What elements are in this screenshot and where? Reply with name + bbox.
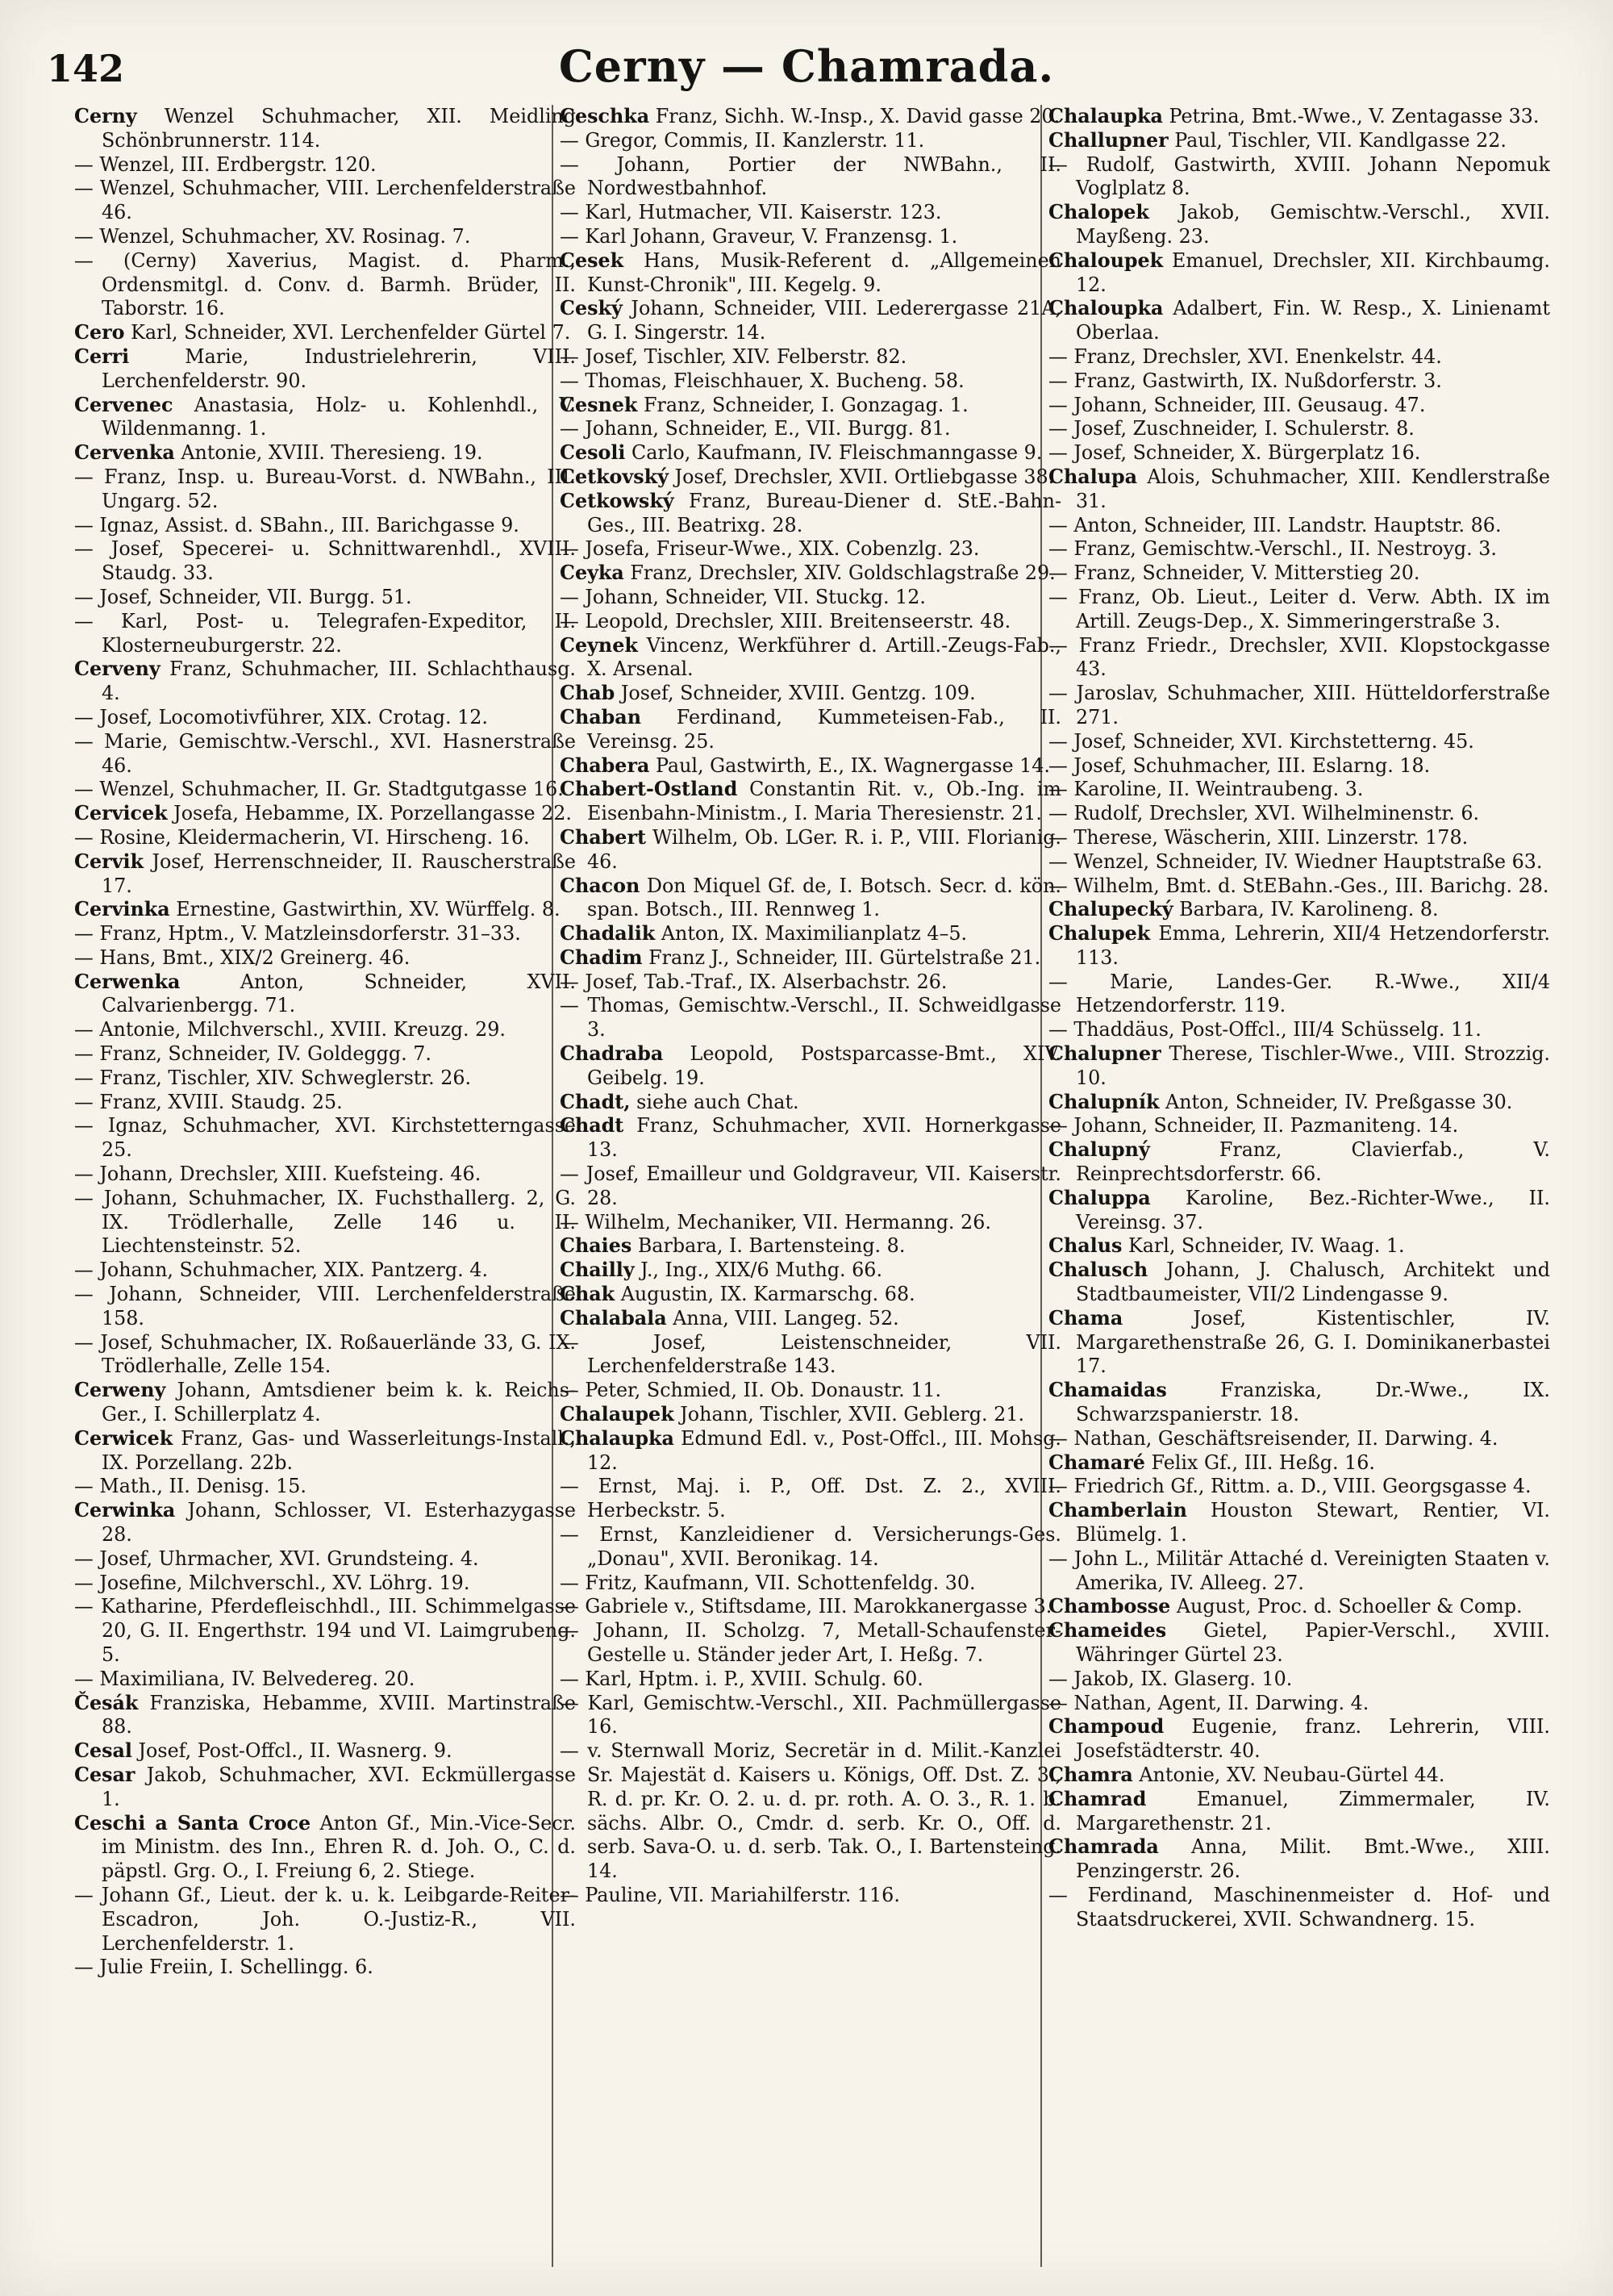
surname: Champoud — [1048, 1715, 1165, 1739]
surname: Chab — [560, 682, 615, 705]
surname: Chamra — [1048, 1763, 1133, 1786]
directory-entry: Ceschka Franz, Sichh. W.-Insp., X. David gasse 20. — [560, 105, 1061, 127]
surname: Chabera — [560, 754, 650, 777]
directory-entry: — Johann, Schuhmacher, XIX. Pantzerg. 4. — [74, 1259, 489, 1282]
directory-entry: — Johann, Schneider, III. Geusaug. 47. — [1048, 393, 1426, 416]
directory-entry: — Ignaz, Schuhmacher, XVI. Kirchstetterngasse 25. — [74, 1114, 576, 1162]
directory-entry: — Josef, Schneider, XVI. Kirchstetterng. 45. — [1048, 729, 1474, 753]
surname: Chabert-Ostland — [560, 778, 738, 801]
directory-entry: — Karoline, II. Weintraubeng. 3. — [1048, 778, 1364, 801]
page-number: 142 — [47, 47, 125, 90]
directory-entry: — Maximiliana, IV. Belvedereg. 20. — [74, 1667, 415, 1690]
surname: Chamrad — [1048, 1787, 1147, 1810]
directory-entry: — Franz, Insp. u. Bureau-Vorst. d. NWBahn., III. Ungarg. 52. — [74, 465, 576, 512]
directory-entry: Chadalik Anton, IX. Maximilianplatz 4–5. — [560, 922, 968, 946]
directory-entry: — Josef, Zuschneider, I. Schulerstr. 8. — [1048, 417, 1415, 440]
directory-entry: Cesal Josef, Post-Offcl., II. Wasnerg. 9. — [74, 1739, 452, 1763]
directory-entry: — Gregor, Commis, II. Kanzlerstr. 11. — [560, 128, 925, 152]
surname: Chalupník — [1048, 1090, 1160, 1113]
directory-entry: — Johann, II. Scholzg. 7, Metall-Schaufenster-Gestelle u. Ständer jeder Art, I. Heßg. 7. — [560, 1619, 1061, 1666]
surname: Chadalik — [560, 922, 656, 946]
directory-entry: — Johann, Schneider, VIII. Lerchenfelderstraße 158. — [74, 1283, 576, 1330]
directory-entry: — Therese, Wäscherin, XIII. Linzerstr. 178. — [1048, 825, 1469, 849]
directory-entry: Cervenka Antonie, XVIII. Theresieng. 19. — [74, 441, 483, 465]
surname: Cerri — [74, 344, 130, 368]
directory-entry: — Franz, Schneider, V. Mitterstieg 20. — [1048, 561, 1420, 585]
directory-entry: Cerri Marie, Industrielehrerin, VIII. Lerchenfelderstr. 90. — [74, 344, 576, 392]
surname: Chak — [560, 1283, 615, 1306]
directory-entry: — Jaroslav, Schuhmacher, XIII. Hütteldorferstraße 271. — [1048, 682, 1550, 728]
directory-entry: — Johann, Schneider, II. Pazmaniteng. 14. — [1048, 1114, 1459, 1138]
directory-entry: — (Cerny) Xaverius, Magist. d. Pharm., Ordensmitgl. d. Conv. d. Barmh. Brüder, II. Taborstr. 16. — [74, 248, 576, 320]
surname: Chalupa — [1048, 465, 1138, 488]
directory-entry: — Jakob, IX. Glaserg. 10. — [1048, 1667, 1293, 1690]
directory-entry: — Wenzel, Schuhmacher, VIII. Lerchenfelderstraße 46. — [74, 177, 576, 224]
directory-entry: Cerwinka Johann, Schlosser, VI. Esterhazygasse 28. — [74, 1499, 576, 1547]
directory-entry: Cervicek Josefa, Hebamme, IX. Porzellangasse 22. — [74, 802, 572, 825]
directory-entry: — Johann, Schuhmacher, IX. Fuchsthallerg. 2, G. IX. Trödlerhalle, Zelle 146 u. II. Liechtensteinstr. 52. — [74, 1186, 576, 1258]
directory-entry: Cesnek Franz, Schneider, I. Gonzagag. 1. — [560, 393, 969, 416]
surname: Chalaupka — [560, 1426, 674, 1450]
directory-entry: Cesar Jakob, Schuhmacher, XVI. Eckmüllergasse 1. — [74, 1763, 576, 1810]
directory-entry: Cervenec Anastasia, Holz- u. Kohlenhdl., V. Wildenmanng. 1. — [74, 393, 576, 440]
directory-entry: — Franz, Gemischtw.-Verschl., II. Nestroyg. 3. — [1048, 537, 1497, 561]
directory-entry: Cero Karl, Schneider, XVI. Lerchenfelder Gürtel 7. — [74, 321, 571, 344]
surname: Chambosse — [1048, 1595, 1171, 1618]
directory-entry: Challupner Paul, Tischler, VII. Kandlgasse 22. — [1048, 128, 1507, 152]
directory-entry: — Josef, Tischler, XIV. Felberstr. 82. — [560, 344, 907, 368]
directory-entry: — Josef, Locomotivführer, XIX. Crotag. 12. — [74, 705, 488, 728]
directory-entry: Chailly J., Ing., XIX/6 Muthg. 66. — [560, 1259, 883, 1282]
surname: Chaies — [560, 1234, 632, 1258]
surname: Chalupecký — [1048, 898, 1173, 921]
surname: Cervicek — [74, 802, 168, 825]
directory-entry: Chalaupek Johann, Tischler, XVII. Geblerg. 21. — [560, 1403, 1025, 1426]
directory-entry: Chamaidas Franziska, Dr.-Wwe., IX. Schwarzspanierstr. 18. — [1048, 1379, 1550, 1426]
directory-entry: Chadt, siehe auch Chat. — [560, 1090, 799, 1113]
directory-entry: Chalus Karl, Schneider, IV. Waag. 1. — [1048, 1234, 1405, 1258]
directory-entry: — Wilhelm, Bmt. d. StEBahn.-Ges., III. Barichg. 28. — [1048, 874, 1549, 897]
directory-entry: — Wenzel, III. Erdbergstr. 120. — [74, 152, 377, 176]
directory-entry: — Josef, Emailleur und Goldgraveur, VII. Kaiserstr. 28. — [560, 1163, 1061, 1209]
surname: Cero — [74, 321, 125, 344]
directory-entry: Chab Josef, Schneider, XVIII. Gentzg. 109. — [560, 682, 976, 705]
surname: Chalupek — [1048, 922, 1151, 946]
surname: Ceschka — [560, 105, 650, 127]
directory-entry: — Josef, Schuhmacher, III. Eslarng. 18. — [1048, 754, 1431, 777]
directory-entry: — Karl, Gemischtw.-Verschl., XII. Pachmüllergasse 16. — [560, 1691, 1061, 1739]
directory-entry: Cerweny Johann, Amtsdiener beim k. k. Reichs-Ger., I. Schillerplatz 4. — [74, 1379, 576, 1426]
directory-entry: — Josef, Leistenschneider, VII. Lerchenfelderstraße 143. — [560, 1330, 1061, 1378]
directory-entry: — Antonie, Milchverschl., XVIII. Kreuzg. 29. — [74, 1018, 506, 1042]
directory-entry: Chalaupka Edmund Edl. v., Post-Offcl., III. Mohsg. 12. — [560, 1426, 1061, 1474]
directory-entry: — Ernst, Kanzleidiener d. Versicherungs-Ges. „Donau", XVII. Beronikag. 14. — [560, 1523, 1061, 1570]
directory-entry: — Thaddäus, Post-Offcl., III/4 Schüsselg. 11. — [1048, 1018, 1482, 1042]
directory-entry: Chalupner Therese, Tischler-Wwe., VIII. Strozzig. 10. — [1048, 1042, 1550, 1089]
directory-entry: — Josef, Tab.-Traf., IX. Alserbachstr. 26. — [560, 970, 948, 993]
directory-entry: Chalupecký Barbara, IV. Karolineng. 8. — [1048, 898, 1439, 921]
directory-entry: Chalupný Franz, Clavierfab., V. Reinprechtsdorferstr. 66. — [1048, 1138, 1550, 1186]
directory-entry: — Rudolf, Gastwirth, XVIII. Johann Nepomuk Voglplatz 8. — [1048, 152, 1550, 200]
directory-entry: — Ignaz, Assist. d. SBahn., III. Barichgasse 9. — [74, 513, 519, 536]
directory-entry: Cetkowský Franz, Bureau-Diener d. StE.-Bahn-Ges., III. Beatrixg. 28. — [560, 489, 1061, 536]
column-3 — [1048, 105, 1550, 2275]
directory-entry: Chamrada Anna, Milit. Bmt.-Wwe., XIII. Penzingerstr. 26. — [1048, 1835, 1550, 1883]
directory-entry: — Johann, Schneider, E., VII. Burgg. 81. — [560, 417, 951, 440]
directory-entry: Cesek Hans, Musik-Referent d. „Allgemeinen Kunst-Chronik", III. Kegelg. 9. — [560, 248, 1061, 296]
directory-entry: — Karl, Hutmacher, VII. Kaiserstr. 123. — [560, 201, 942, 224]
surname: Cetkowský — [560, 489, 674, 512]
directory-entry: Chaies Barbara, I. Bartensteing. 8. — [560, 1234, 906, 1258]
directory-entry: Chalusch Johann, J. Chalusch, Architekt und Stadtbaumeister, VII/2 Lindengasse 9. — [1048, 1259, 1550, 1306]
directory-entry: Chak Augustin, IX. Karmarschg. 68. — [560, 1283, 915, 1306]
directory-entry: Chamra Antonie, XV. Neubau-Gürtel 44. — [1048, 1763, 1445, 1786]
directory-entry: — Math., II. Denisg. 15. — [74, 1475, 306, 1498]
directory-entry: — v. Sternwall Moriz, Secretär in d. Milit.-Kanzlei Sr. Majestät d. Kaisers u. Königs, Off. Dst. Z. 3., R. d. pr. Kr. O. 2. u. d. pr. roth. A. O. 3., R. 1. b. sächs. Albr. O., Cmdr. d. serb. Kr. O., Off. d. serb. Sava-O. u. d. serb. Tak. O., I. Bartensteing. 14. — [560, 1739, 1061, 1883]
surname: Ceyka — [560, 561, 624, 585]
directory-entry: — Josef, Uhrmacher, XVI. Grundsteing. 4. — [74, 1547, 479, 1570]
directory-entry: Cetkovský Josef, Drechsler, XVII. Ortliebgasse 38. — [560, 465, 1055, 488]
directory-entry: Chadt Franz, Schuhmacher, XVII. Hornerkgasse 13. — [560, 1114, 1061, 1162]
directory-entry: — John L., Militär Attaché d. Vereinigten Staaten v. Amerika, IV. Alleeg. 27. — [1048, 1547, 1550, 1594]
directory-entry: — Thomas, Gemischtw.-Verschl., II. Schweidlgasse 3. — [560, 994, 1061, 1042]
directory-entry: — Franz, Schneider, IV. Goldeggg. 7. — [74, 1042, 431, 1066]
directory-entry: Cerveny Franz, Schuhmacher, III. Schlachthausg. 4. — [74, 657, 576, 705]
directory-entry: Chamaré Felix Gf., III. Heßg. 16. — [1048, 1451, 1375, 1474]
directory-entry: — Wenzel, Schneider, IV. Wiedner Hauptstraße 63. — [1048, 850, 1543, 873]
directory-entry: — Franz, Hptm., V. Matzleinsdorferstr. 31–33. — [74, 922, 521, 946]
directory-entry: Chameides Gietel, Papier-Verschl., XVIII. Währinger Gürtel 23. — [1048, 1619, 1550, 1666]
directory-entry: — Franz, Drechsler, XVI. Enenkelstr. 44. — [1048, 344, 1442, 368]
directory-entry: — Anton, Schneider, III. Landstr. Hauptstr. 86. — [1048, 513, 1502, 536]
directory-entry: — Karl, Hptm. i. P., XVIII. Schulg. 60. — [560, 1667, 923, 1690]
surname: Chaban — [560, 705, 642, 728]
directory-entry: Ceynek Vincenz, Werkführer d. Artill.-Zeugs-Fab., X. Arsenal. — [560, 633, 1061, 681]
directory-entry: — Josef, Schneider, X. Bürgerplatz 16. — [1048, 441, 1421, 465]
directory-entry: Cerwicek Franz, Gas- und Wasserleitungs-Install., IX. Porzellang. 22b. — [74, 1426, 576, 1474]
directory-entry: — Hans, Bmt., XIX/2 Greinerg. 46. — [74, 946, 411, 969]
directory-entry: Chalopek Jakob, Gemischtw.-Verschl., XVII. Mayßeng. 23. — [1048, 201, 1550, 248]
directory-entry: Cerny Wenzel Schuhmacher, XII. Meidling Schönbrunnerstr. 114. — [74, 105, 576, 152]
directory-entry: Cerwenka Anton, Schneider, XVII. Calvarienbergg. 71. — [74, 970, 576, 1017]
surname: Cervenka — [74, 441, 175, 465]
directory-entry: Chacon Don Miquel Gf. de, I. Botsch. Secr. d. kön. span. Botsch., III. Rennweg 1. — [560, 874, 1061, 921]
directory-entry: Česák Franziska, Hebamme, XVIII. Martinstraße 88. — [74, 1691, 576, 1739]
surname: Cesar — [74, 1763, 135, 1786]
surname: Chama — [1048, 1306, 1123, 1330]
surname: Cetkovský — [560, 465, 669, 488]
surname: Ceský — [560, 297, 623, 320]
directory-entry: Chaban Ferdinand, Kummeteisen-Fab., II. Vereinsg. 25. — [560, 705, 1061, 753]
surname: Chalupný — [1048, 1138, 1150, 1162]
directory-entry: — Franz, Gastwirth, IX. Nußdorferstr. 3. — [1048, 369, 1442, 392]
directory-entry: — Josefine, Milchverschl., XV. Löhrg. 19. — [74, 1571, 470, 1594]
directory-entry: — Leopold, Drechsler, XIII. Breitenseerstr. 48. — [560, 609, 1011, 632]
directory-entry: — Fritz, Kaufmann, VII. Schottenfeldg. 30. — [560, 1571, 976, 1594]
directory-entry: — Josef, Schuhmacher, IX. Roßauerlände 33, G. IX. Trödlerhalle, Zelle 154. — [74, 1330, 576, 1378]
directory-entry: Chaloupek Emanuel, Drechsler, XII. Kirchbaumg. 12. — [1048, 248, 1550, 296]
directory-entry: Chamberlain Houston Stewart, Rentier, VI. Blümelg. 1. — [1048, 1499, 1550, 1547]
surname: Chailly — [560, 1259, 635, 1282]
surname: Ceschi a Santa Croce — [74, 1811, 311, 1835]
directory-entry: — Rudolf, Drechsler, XVI. Wilhelminenstr. 6. — [1048, 802, 1480, 825]
directory-entry: — Friedrich Gf., Rittm. a. D., VIII. Georgsgasse 4. — [1048, 1475, 1532, 1498]
directory-entry: Chambosse August, Proc. d. Schoeller & Comp. — [1048, 1595, 1523, 1618]
directory-entry: — Marie, Gemischtw.-Verschl., XVI. Hasnerstraße 46. — [74, 729, 576, 777]
directory-entry: Cervik Josef, Herrenschneider, II. Rauscherstraße 17. — [74, 850, 576, 897]
directory-entry: Ceschi a Santa Croce Anton Gf., Min.-Vice-Secr. im Ministm. des Inn., Ehren R. d. Joh. O., C. d. päpstl. Grg. O., I. Freiung 6, 2. Stiege. — [74, 1811, 576, 1883]
surname: Chalaupka — [1048, 105, 1163, 127]
surname: Chaluppa — [1048, 1186, 1151, 1209]
surname: Cerwenka — [74, 970, 181, 993]
surname: Cesnek — [560, 393, 638, 416]
surname: Chalusch — [1048, 1259, 1148, 1282]
directory-entry: — Pauline, VII. Mariahilferstr. 116. — [560, 1883, 900, 1906]
directory-entry: — Marie, Landes-Ger. R.-Wwe., XII/4 Hetzendorferstr. 119. — [1048, 970, 1550, 1017]
directory-entry: — Thomas, Fleischhauer, X. Bucheng. 58. — [560, 369, 965, 392]
directory-entry: — Josef, Schneider, VII. Burgg. 51. — [74, 585, 412, 608]
surname: Chamrada — [1048, 1835, 1159, 1859]
directory-entry: Ceský Johann, Schneider, VIII. Lederergasse 21A, G. I. Singerstr. 14. — [560, 297, 1061, 344]
directory-entry: — Karl, Post- u. Telegrafen-Expeditor, II. Klosterneuburgerstr. 22. — [74, 609, 576, 657]
directory-entry: Chalupa Alois, Schuhmacher, XIII. Kendlerstraße 31. — [1048, 465, 1550, 512]
directory-entry: Chaloupka Adalbert, Fin. W. Resp., X. Linienamt Oberlaa. — [1048, 297, 1550, 344]
directory-entry: Chabert-Ostland Constantin Rit. v., Ob.-Ing. im Eisenbahn-Ministm., I. Maria Theresienstr. 21. — [560, 778, 1061, 825]
surname: Cerwicek — [74, 1426, 173, 1450]
directory-entry: Chadim Franz J., Schneider, III. Gürtelstraße 21. — [560, 946, 1041, 969]
surname: Chalaupek — [560, 1403, 674, 1426]
directory-entry: — Wenzel, Schuhmacher, XV. Rosinag. 7. — [74, 224, 471, 248]
surname: Chadt — [560, 1114, 624, 1138]
directory-entry: — Ferdinand, Maschinenmeister d. Hof- und Staatsdruckerei, XVII. Schwandnerg. 15. — [1048, 1883, 1550, 1931]
directory-entry: — Peter, Schmied, II. Ob. Donaustr. 11. — [560, 1379, 942, 1402]
surname: Chacon — [560, 874, 640, 897]
surname: Cerweny — [74, 1379, 166, 1402]
directory-entry: — Johann, Portier der NWBahn., II. Nordwestbahnhof. — [560, 152, 1061, 200]
directory-entry: — Ernst, Maj. i. P., Off. Dst. Z. 2., XVIII. Herbeckstr. 5. — [560, 1475, 1061, 1522]
surname: Chadim — [560, 946, 643, 969]
surname: Cerwinka — [74, 1499, 176, 1522]
surname: Cesal — [74, 1739, 132, 1763]
directory-entry: — Wilhelm, Mechaniker, VII. Hermanng. 26. — [560, 1210, 991, 1234]
surname: Cervenec — [74, 393, 173, 416]
surname: Cesoli — [560, 441, 626, 465]
surname: Chadt, — [560, 1090, 631, 1113]
surname: Chalus — [1048, 1234, 1123, 1258]
directory-entry: — Franz, Ob. Lieut., Leiter d. Verw. Abth. IX im Artill. Zeugs-Dep., X. Simmeringerstraße 3. — [1048, 585, 1550, 632]
surname: Chalabala — [560, 1306, 667, 1330]
surname: Chalopek — [1048, 201, 1149, 224]
directory-entry: Champoud Eugenie, franz. Lehrerin, VIII. Josefstädterstr. 40. — [1048, 1715, 1550, 1763]
directory-entry: Chamrad Emanuel, Zimmermaler, IV. Margarethenstr. 21. — [1048, 1787, 1550, 1835]
surname: Cervinka — [74, 898, 170, 921]
directory-entry: Chalabala Anna, VIII. Langeg. 52. — [560, 1306, 899, 1330]
directory-entry: — Franz Friedr., Drechsler, XVII. Klopstockgasse 43. — [1048, 633, 1550, 681]
directory-entry: Chabera Paul, Gastwirth, E., IX. Wagnergasse 14. — [560, 754, 1050, 777]
directory-entry: — Katharine, Pferdefleischhdl., III. Schimmelgasse 20, G. II. Engerthstr. 194 und VI. Laimgrubeng. 5. — [74, 1595, 576, 1666]
directory-entry: — Franz, XVIII. Staudg. 25. — [74, 1090, 343, 1113]
surname: Cervik — [74, 850, 144, 873]
surname: Chalupner — [1048, 1042, 1161, 1066]
directory-entry: — Wenzel, Schuhmacher, II. Gr. Stadtgutgasse 16. — [74, 778, 564, 801]
directory-entry: Chalupek Emma, Lehrerin, XII/4 Hetzendorferstr. 113. — [1048, 922, 1550, 969]
directory-entry: Chaluppa Karoline, Bez.-Richter-Wwe., II. Vereinsg. 37. — [1048, 1186, 1550, 1234]
surname: Chamaidas — [1048, 1379, 1167, 1402]
running-title: Cerny — Chamrada. — [558, 40, 1055, 92]
surname: Chaloupek — [1048, 248, 1164, 272]
directory-entry: Chabert Wilhelm, Ob. LGer. R. i. P., VIII. Florianig. 46. — [560, 825, 1061, 873]
directory-entry: — Rosine, Kleidermacherin, VI. Hirscheng. 16. — [74, 825, 530, 849]
directory-entry: — Gabriele v., Stiftsdame, III. Marokkanergasse 3. — [560, 1595, 1052, 1618]
surname: Chaloupka — [1048, 297, 1164, 320]
surname: Chamberlain — [1048, 1499, 1187, 1522]
surname: Cerveny — [74, 657, 160, 681]
surname: Ceynek — [560, 633, 638, 657]
surname: Challupner — [1048, 128, 1169, 152]
column-1 — [74, 105, 576, 2275]
directory-entry: Cesoli Carlo, Kaufmann, IV. Fleischmanngasse 9. — [560, 441, 1043, 465]
directory-entry: Cervinka Ernestine, Gastwirthin, XV. Würffelg. 8. — [74, 898, 561, 921]
directory-entry: — Josef, Specerei- u. Schnittwarenhdl., XVIII. Staudg. 33. — [74, 537, 576, 585]
directory-entry: Chalaupka Petrina, Bmt.-Wwe., V. Zentagasse 33. — [1048, 105, 1540, 127]
surname: Česák — [74, 1691, 139, 1714]
directory-entry: — Nathan, Agent, II. Darwing. 4. — [1048, 1691, 1369, 1714]
directory-entry: Chama Josef, Kistentischler, IV. Margarethenstraße 26, G. I. Dominikanerbastei 17. — [1048, 1306, 1550, 1378]
surname: Chamaré — [1048, 1451, 1145, 1474]
column-2 — [560, 105, 1061, 2275]
directory-entry: — Johann Gf., Lieut. der k. u. k. Leibgarde-Reiter-Escadron, Joh. O.-Justiz-R., VII. Lerchenfelderstr. 1. — [74, 1883, 576, 1955]
surname: Chadraba — [560, 1042, 664, 1066]
surname: Cerny — [74, 105, 137, 127]
directory-entry: — Nathan, Geschäftsreisender, II. Darwing. 4. — [1048, 1426, 1498, 1450]
directory-entry: Ceyka Franz, Drechsler, XIV. Goldschlagstraße 29. — [560, 561, 1056, 585]
directory-entry: — Julie Freiin, I. Schellingg. 6. — [74, 1956, 373, 1979]
directory-entry: Chalupník Anton, Schneider, IV. Preßgasse 30. — [1048, 1090, 1513, 1113]
directory-entry: — Karl Johann, Graveur, V. Franzensg. 1. — [560, 224, 958, 248]
surname: Chameides — [1048, 1619, 1167, 1643]
surname: Chabert — [560, 825, 646, 849]
directory-entry: — Johann, Drechsler, XIII. Kuefsteing. 46. — [74, 1163, 481, 1186]
page-header — [0, 40, 1613, 105]
directory-entry: Chadraba Leopold, Postsparcasse-Bmt., XIV. Geibelg. 19. — [560, 1042, 1061, 1089]
directory-entry: — Josefa, Friseur-Wwe., XIX. Cobenzlg. 23. — [560, 537, 980, 561]
directory-entry: — Franz, Tischler, XIV. Schweglerstr. 26. — [74, 1066, 472, 1089]
directory-entry: — Johann, Schneider, VII. Stuckg. 12. — [560, 585, 926, 608]
surname: Cesek — [560, 248, 624, 272]
